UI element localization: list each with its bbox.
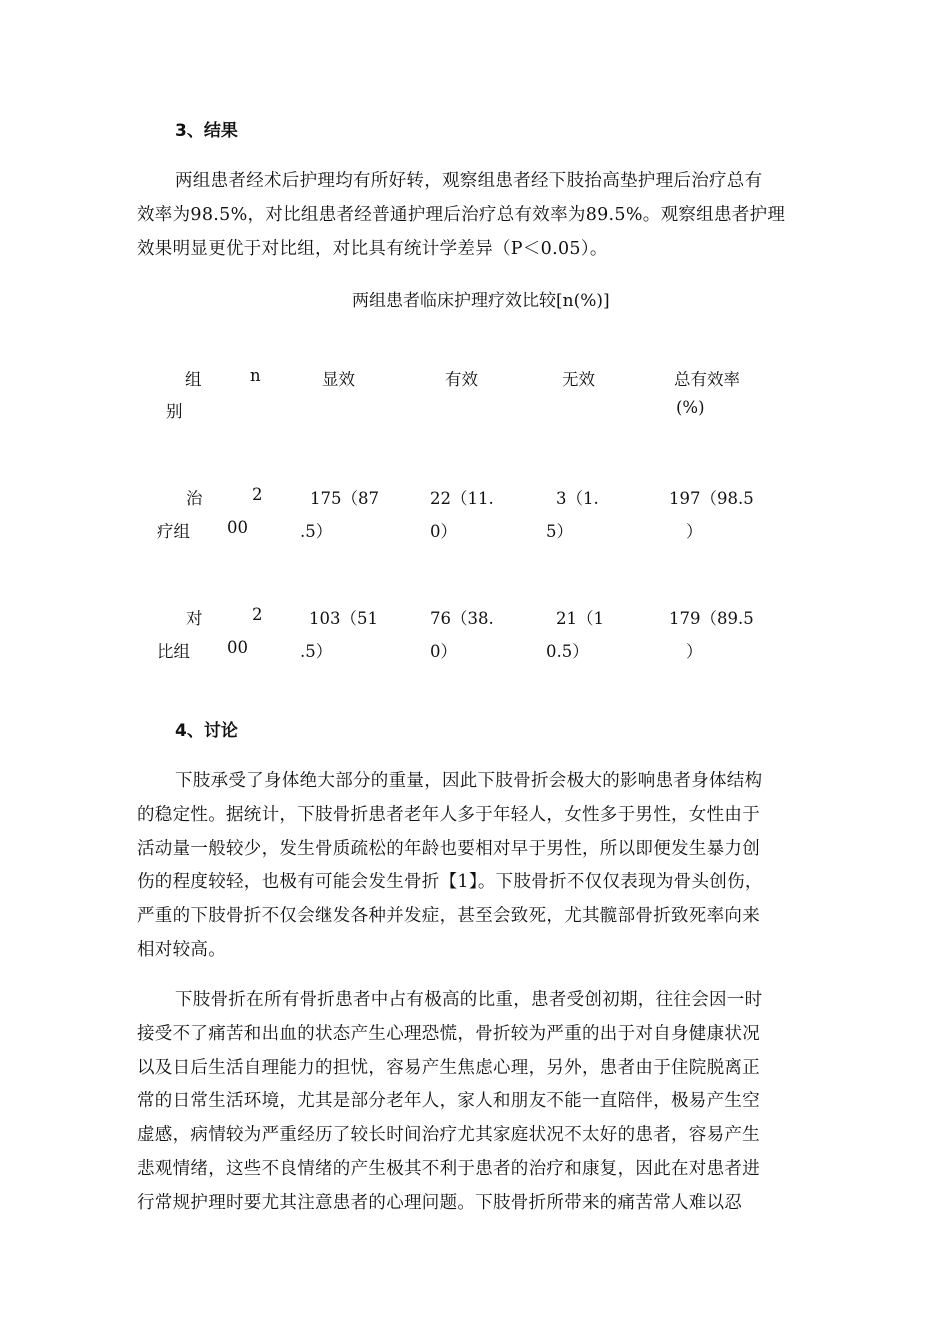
row2-marked-2: .5） — [300, 642, 333, 661]
row2-ineffective-2: 0.5） — [546, 642, 589, 661]
discussion-p2-line-4: 常的日常生活环境，尤其是部分老年人，家人和朋友不能一直陪伴，极易产生空 — [137, 1091, 760, 1111]
discussion-p1-line-4: 伤的程度较轻，也极有可能会发生骨折【1】。下肢骨折不仅仅表现为骨头创伤， — [137, 872, 763, 892]
row1-group-1: 治 — [186, 489, 203, 508]
section-heading-results: 3、结果 — [175, 121, 238, 141]
discussion-p1-line-2: 的稳定性。据统计，下肢骨折患者老年人多于年轻人，女性多于男性，女性由于 — [137, 805, 760, 825]
discussion-p2-line-6: 悲观情绪，这些不良情绪的产生极其不利于患者的治疗和康复，因此在对患者进 — [137, 1159, 760, 1179]
discussion-p1-line-5: 严重的下肢骨折不仅会继发各种并发症，甚至会致死，尤其髋部骨折致死率向来 — [137, 906, 760, 926]
header-marked: 显效 — [322, 370, 355, 389]
discussion-p2-line-1: 下肢骨折在所有骨折患者中占有极高的比重，患者受创初期，往往会因一时 — [175, 990, 763, 1010]
row2-total-1: 179（89.5 — [669, 609, 754, 628]
row2-n-2: 00 — [227, 638, 248, 657]
table-caption: 两组患者临床护理疗效比较[n(%)] — [352, 291, 610, 311]
header-total-1: 总有效率 — [674, 370, 740, 389]
row1-n-2: 00 — [227, 518, 248, 537]
row2-n-1: 2 — [252, 605, 263, 624]
row1-effective-2: 0） — [430, 522, 457, 541]
row1-group-2: 疗组 — [157, 522, 190, 541]
discussion-p1-line-6: 相对较高。 — [137, 940, 226, 960]
discussion-p1-line-1: 下肢承受了身体绝大部分的重量，因此下肢骨折会极大的影响患者身体结构 — [175, 771, 763, 791]
results-line-3: 效果明显更优于对比组，对比具有统计学差异（P＜0.05）。 — [137, 239, 608, 259]
row1-marked-1: 175（87 — [310, 489, 379, 508]
row2-group-1: 对 — [186, 609, 203, 628]
row2-effective-1: 76（38. — [430, 609, 494, 628]
header-ineffective: 无效 — [562, 370, 595, 389]
discussion-p2-line-2: 接受不了痛苦和出血的状态产生心理恐慌，骨折较为严重的出于对自身健康状况 — [137, 1024, 760, 1044]
row1-effective-1: 22（11. — [430, 489, 494, 508]
row2-ineffective-1: 21（1 — [556, 609, 604, 628]
row2-effective-2: 0） — [430, 642, 457, 661]
row2-group-2: 比组 — [157, 642, 190, 661]
discussion-p2-line-5: 虚感，病情较为严重经历了较长时间治疗尤其家庭状况不太好的患者，容易产生 — [137, 1125, 760, 1145]
row1-marked-2: .5） — [300, 522, 333, 541]
header-total-2: (%) — [676, 398, 705, 417]
row1-n-1: 2 — [252, 485, 263, 504]
results-line-1: 两组患者经术后护理均有所好转，观察组患者经下肢抬高垫护理后治疗总有 — [175, 171, 763, 191]
row1-total-2: ） — [686, 522, 703, 541]
header-n: n — [250, 366, 261, 385]
row1-ineffective-2: 5） — [546, 522, 573, 541]
discussion-p1-line-3: 活动量一般较少，发生骨质疏松的年龄也要相对早于男性，所以即便发生暴力创 — [137, 839, 760, 859]
row2-total-2: ） — [686, 642, 703, 661]
row2-marked-1: 103（51 — [309, 609, 378, 628]
row1-total-1: 197（98.5 — [669, 489, 754, 508]
discussion-p2-line-3: 以及日后生活自理能力的担忧，容易产生焦虑心理，另外，患者由于住院脱离正 — [137, 1058, 760, 1078]
results-line-2: 效率为98.5%，对比组患者经普通护理后治疗总有效率为89.5%。观察组患者护理 — [137, 205, 786, 225]
discussion-p2-line-7: 行常规护理时要尤其注意患者的心理问题。下肢骨折所带来的痛苦常人难以忍 — [137, 1193, 743, 1213]
header-group-2: 别 — [166, 402, 183, 421]
header-group-1: 组 — [185, 370, 202, 389]
section-heading-discussion: 4、讨论 — [175, 721, 238, 741]
row1-ineffective-1: 3（1. — [556, 489, 599, 508]
header-effective: 有效 — [445, 370, 478, 389]
